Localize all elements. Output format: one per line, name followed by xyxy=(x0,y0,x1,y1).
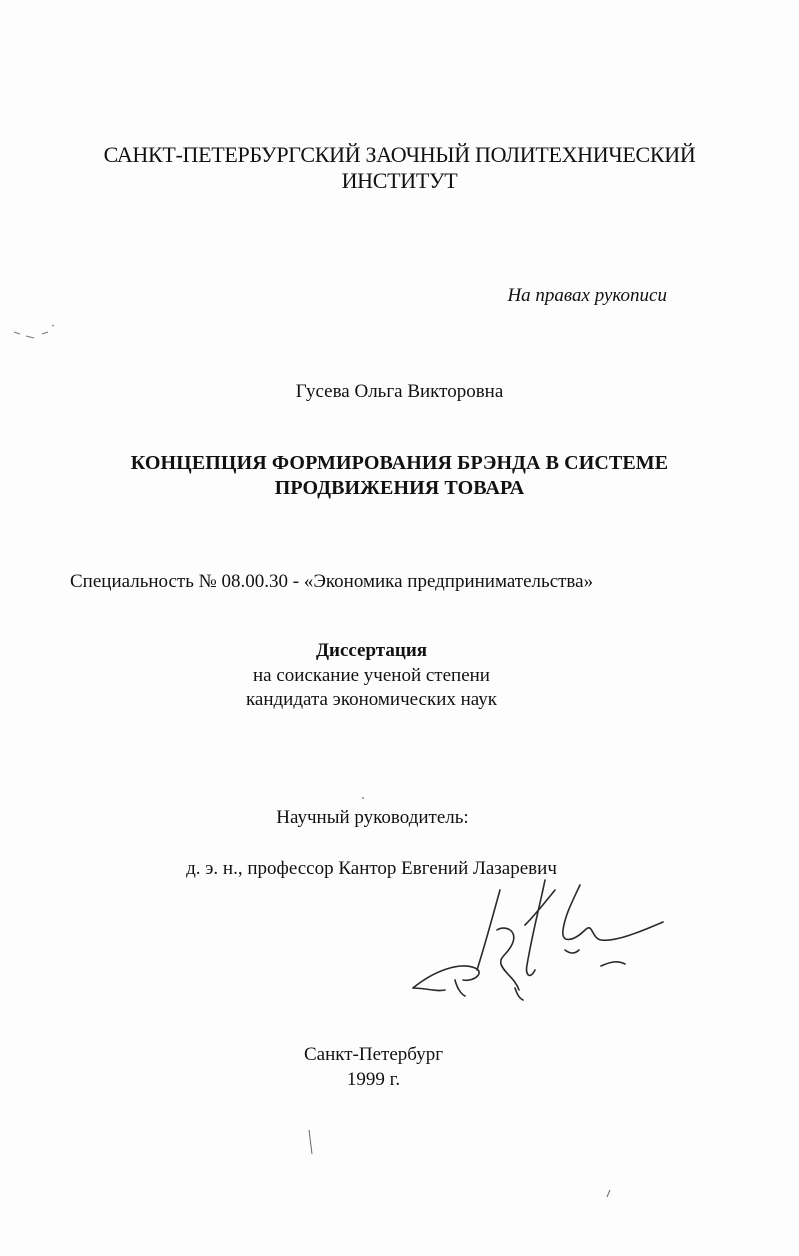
supervisor-label: Научный руководитель: xyxy=(276,807,469,828)
scan-mark xyxy=(306,1128,316,1158)
place-city: Санкт-Петербург xyxy=(303,1044,443,1065)
dissertation-line-1: на соискание ученой степени xyxy=(253,665,490,686)
institution-line-2: ИНСТИТУТ xyxy=(341,168,458,193)
title-line-2: ПРОДВИЖЕНИЯ ТОВАРА xyxy=(274,477,525,499)
rights-note: На правах рукописи xyxy=(507,285,667,306)
title-line-1: КОНЦЕПЦИЯ ФОРМИРОВАНИЯ БРЭНДА В СИСТЕМЕ xyxy=(130,452,669,474)
scan-mark xyxy=(604,1188,614,1200)
place-year: 1999 г. xyxy=(346,1069,401,1090)
specialty: Специальность № 08.00.30 - «Экономика предпринимательства» xyxy=(70,571,594,592)
dissertation-heading: Диссертация xyxy=(315,640,428,661)
scan-mark xyxy=(360,795,366,801)
author-name: Гусева Ольга Викторовна xyxy=(295,381,504,402)
handwritten-signature xyxy=(405,870,675,1010)
institution-line-1: САНКТ-ПЕТЕРБУРГСКИЙ ЗАОЧНЫЙ ПОЛИТЕХНИЧЕСКИЙ xyxy=(103,142,696,167)
supervisor-name: д. э. н., профессор Кантор Евгений Лазаревич xyxy=(186,858,557,879)
scan-mark xyxy=(12,322,56,344)
dissertation-line-2: кандидата экономических наук xyxy=(245,689,498,710)
